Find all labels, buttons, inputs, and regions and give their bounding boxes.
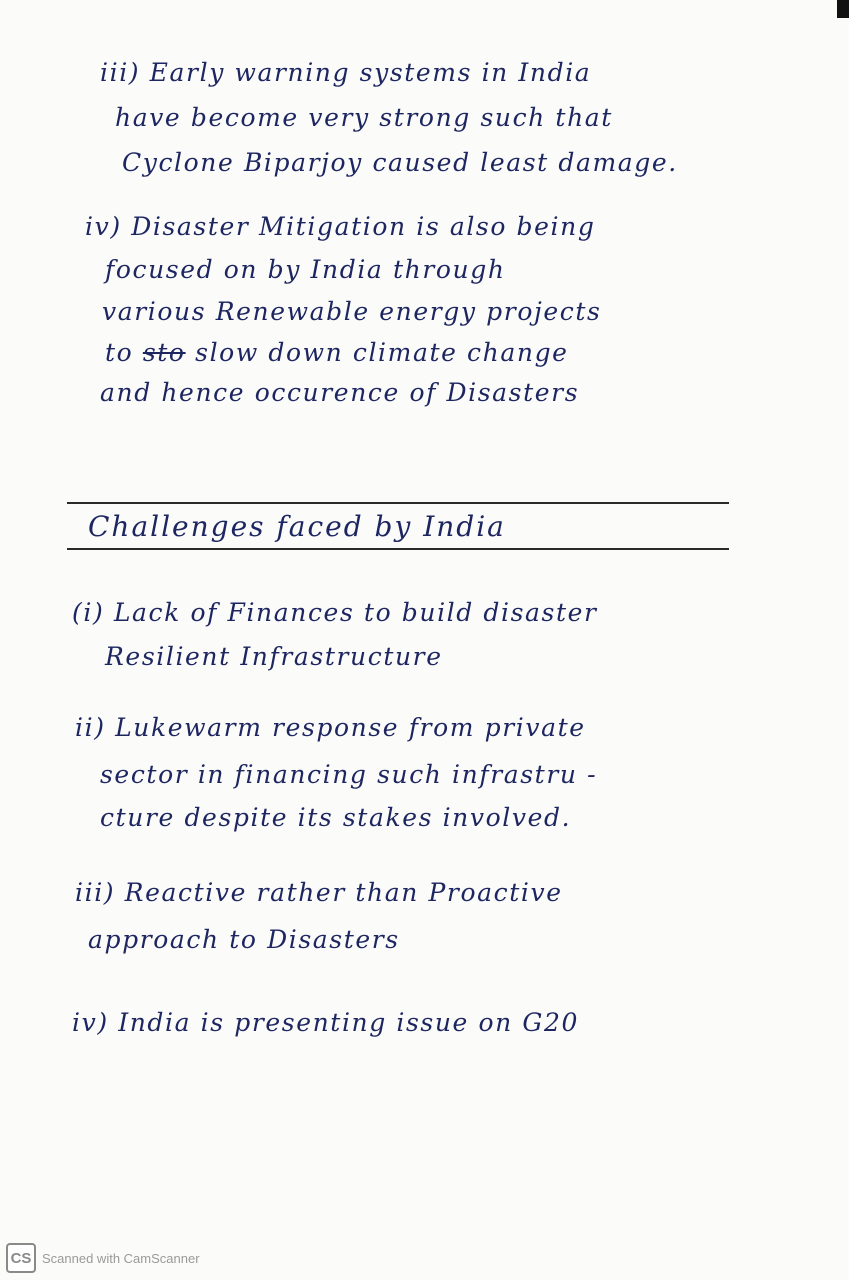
line-4-suffix: slow down climate change <box>185 338 569 367</box>
point-iv-line-5: and hence occurence of Disasters <box>100 378 580 407</box>
camscanner-logo-icon: CS <box>6 1243 36 1273</box>
line-4-prefix: to <box>105 338 143 367</box>
point-iii-line-1: iii) Early warning systems in India <box>100 58 592 87</box>
section-heading: Challenges faced by India <box>88 510 506 543</box>
watermark-text: Scanned with CamScanner <box>42 1250 200 1266</box>
point-iii-line-3: Cyclone Biparjoy caused least damage. <box>122 148 678 177</box>
challenge-ii-line-3: cture despite its stakes involved. <box>100 803 572 832</box>
challenge-i-line-1: (i) Lack of Finances to build disaster <box>72 598 598 627</box>
scanner-watermark <box>6 1243 200 1273</box>
heading-rule-bottom <box>67 548 729 550</box>
challenge-ii-line-1: ii) Lukewarm response from private <box>75 713 586 742</box>
point-iv-line-2: focused on by India through <box>105 255 506 284</box>
heading-rule-top <box>67 502 729 504</box>
challenge-iii-line-2: approach to Disasters <box>88 925 400 954</box>
challenge-ii-line-2: sector in financing such infrastru - <box>100 760 598 789</box>
page-edge-shadow <box>837 0 849 18</box>
struck-word: sto <box>142 338 186 367</box>
point-iv-line-1: iv) Disaster Mitigation is also being <box>85 212 596 241</box>
point-iv-line-4 <box>105 338 569 367</box>
point-iv-line-3: various Renewable energy projects <box>102 297 602 326</box>
challenge-iv-line-1: iv) India is presenting issue on G20 <box>72 1008 579 1037</box>
challenge-iii-line-1: iii) Reactive rather than Proactive <box>75 878 563 907</box>
point-iii-line-2: have become very strong such that <box>115 103 613 132</box>
challenge-i-line-2: Resilient Infrastructure <box>105 642 443 671</box>
